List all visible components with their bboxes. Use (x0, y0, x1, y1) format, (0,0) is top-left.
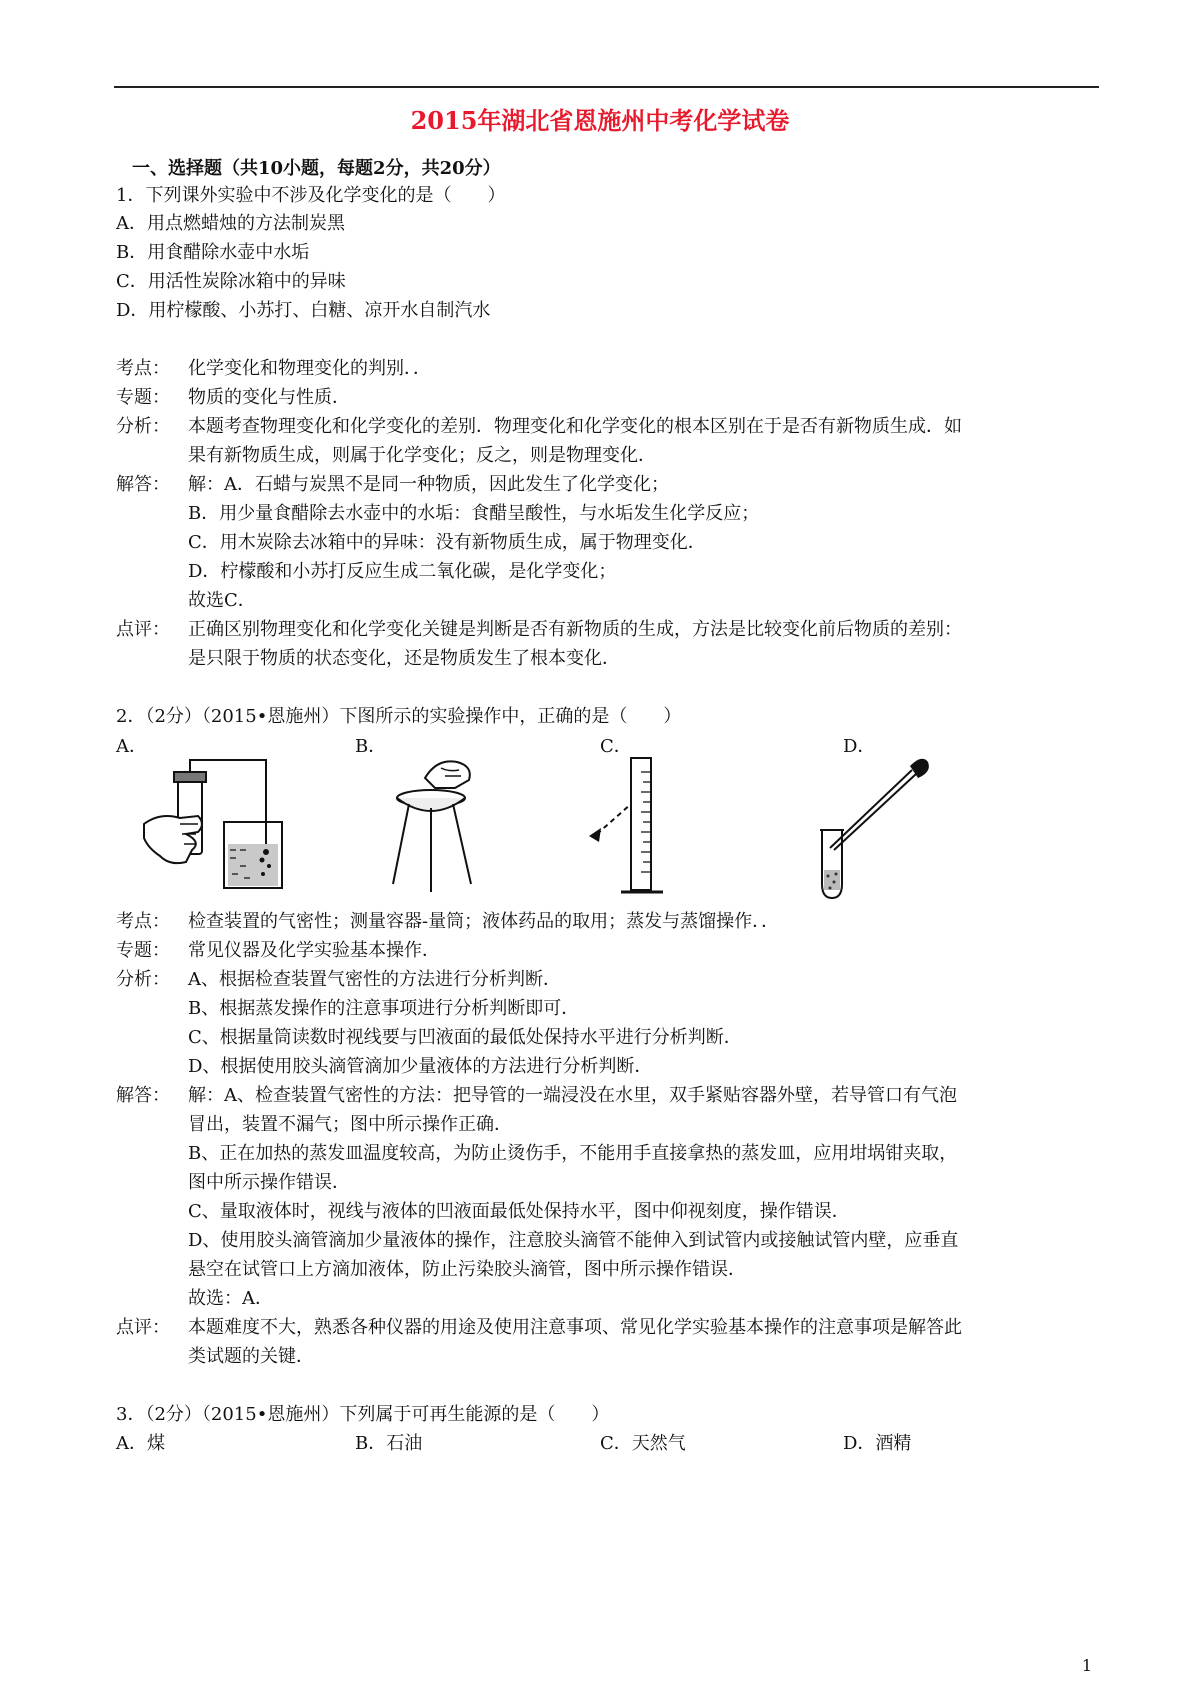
q1-kaodian: 化学变化和物理变化的判别．． (188, 358, 431, 379)
q2-option-a-label: A． (116, 736, 147, 757)
q1-option-a: A．用点燃蜡烛的方法制炭黑 (116, 213, 345, 234)
q2-option-b-label: B． (355, 736, 387, 757)
q1-stem: 1．下列课外实验中不涉及化学变化的是（ ） (116, 185, 506, 206)
q3-stem: 3．（2分）（2015•恩施州）下列属于可再生能源的是（ ） (116, 1404, 610, 1425)
q2-option-d-label: D． (843, 736, 876, 757)
q1-option-c: C．用活性炭除冰箱中的异味 (116, 271, 346, 292)
q3-option-a: A．煤 (116, 1433, 165, 1454)
q2-jieda-line: 解：A、检查装置气密性的方法：把导管的一端浸没在水里，双手紧贴容器外壁，若导管口有气泡 (188, 1085, 957, 1106)
airtightness-check-figure (140, 752, 290, 898)
q2-fenxi-label: 分析： (116, 969, 170, 990)
q2-dianping-line: 类试题的关键． (188, 1346, 314, 1367)
q2-jieda-line: 故选：A． (188, 1288, 273, 1309)
q1-dianping-line: 正确区别物理变化和化学变化关键是判断是否有新物质的生成，方法是比较变化前后物质的差别： (188, 619, 962, 640)
q1-zhuanti-label: 专题： (116, 387, 170, 408)
q2-jieda-label: 解答： (116, 1085, 170, 1106)
q1-jieda-label: 解答： (116, 474, 170, 495)
q1-zhuanti: 物质的变化与性质． (188, 387, 350, 408)
page-number: 1 (1081, 1656, 1092, 1675)
q2-zhuanti: 常见仪器及化学实验基本操作． (188, 940, 440, 961)
q1-fenxi-line: 本题考查物理变化和化学变化的差别．物理变化和化学变化的根本区别在于是否有新物质生成．如 (188, 416, 962, 437)
page-title: 2015年湖北省恩施州中考化学试卷 (410, 106, 790, 135)
q1-dianping-line: 是只限于物质的状态变化，还是物质发生了根本变化． (188, 648, 620, 669)
q3-option-b: B．石油 (355, 1433, 423, 1454)
q1-jieda-line: C．用木炭除去冰箱中的异味：没有新物质生成，属于物理变化． (188, 532, 706, 553)
evaporating-dish-figure (385, 752, 495, 898)
q2-fenxi-line: A、根据检查装置气密性的方法进行分析判断． (188, 969, 561, 990)
q3-option-c: C．天然气 (600, 1433, 686, 1454)
q1-fenxi-label: 分析： (116, 416, 170, 437)
header-rule (114, 86, 1099, 88)
q1-option-d: D．用柠檬酸、小苏打、白糖、凉开水自制汽水 (116, 300, 491, 321)
q1-jieda-line: 解：A．石蜡与炭黑不是同一种物质，因此发生了化学变化； (188, 474, 669, 495)
q2-fenxi-line: B、根据蒸发操作的注意事项进行分析判断即可． (188, 998, 580, 1019)
dropper-test-tube-figure (820, 752, 940, 902)
q2-fenxi-line: C、根据量筒读数时视线要与凹液面的最低处保持水平进行分析判断． (188, 1027, 742, 1048)
q2-dianping-label: 点评： (116, 1317, 170, 1338)
q2-option-c-label: C． (600, 736, 632, 757)
q2-zhuanti-label: 专题： (116, 940, 170, 961)
q3-option-d: D．酒精 (843, 1433, 912, 1454)
graduated-cylinder-figure (585, 752, 725, 902)
q2-jieda-line: 悬空在试管口上方滴加液体，防止污染胶头滴管，图中所示操作错误． (188, 1259, 746, 1280)
q2-jieda-line: 冒出，装置不漏气；图中所示操作正确． (188, 1114, 512, 1135)
q2-jieda-line: B、正在加热的蒸发皿温度较高，为防止烫伤手，不能用手直接拿热的蒸发皿，应用坩埚钳夹取， (188, 1143, 958, 1164)
q2-jieda-line: D、使用胶头滴管滴加少量液体的操作，注意胶头滴管不能伸入到试管内或接触试管内壁，应垂直 (188, 1230, 959, 1251)
q1-option-b: B．用食醋除水壶中水垢 (116, 242, 310, 263)
q1-jieda-line: B．用少量食醋除去水壶中的水垢：食醋呈酸性，与水垢发生化学反应； (188, 503, 760, 524)
q1-dianping-label: 点评： (116, 619, 170, 640)
q1-jieda-line: D．柠檬酸和小苏打反应生成二氧化碳，是化学变化； (188, 561, 617, 582)
q1-kaodian-label: 考点： (116, 358, 170, 379)
q1-jieda-line: 故选C． (188, 590, 256, 611)
q2-fenxi-line: D、根据使用胶头滴管滴加少量液体的方法进行分析判断． (188, 1056, 653, 1077)
q2-kaodian: 检查装置的气密性；测量容器-量筒；液体药品的取用；蒸发与蒸馏操作．． (188, 911, 780, 932)
q2-jieda-line: C、量取液体时，视线与液体的凹液面最低处保持水平，图中仰视刻度，操作错误． (188, 1201, 850, 1222)
q2-stem: 2．（2分）（2015•恩施州）下图所示的实验操作中，正确的是（ ） (116, 706, 682, 727)
q2-jieda-line: 图中所示操作错误． (188, 1172, 350, 1193)
section-heading: 一、选择题（共10小题，每题2分，共20分） (132, 158, 501, 179)
q2-dianping-line: 本题难度不大，熟悉各种仪器的用途及使用注意事项、常见化学实验基本操作的注意事项是解答此 (188, 1317, 962, 1338)
q1-fenxi-line: 果有新物质生成，则属于化学变化；反之，则是物理变化． (188, 445, 656, 466)
q2-kaodian-label: 考点： (116, 911, 170, 932)
